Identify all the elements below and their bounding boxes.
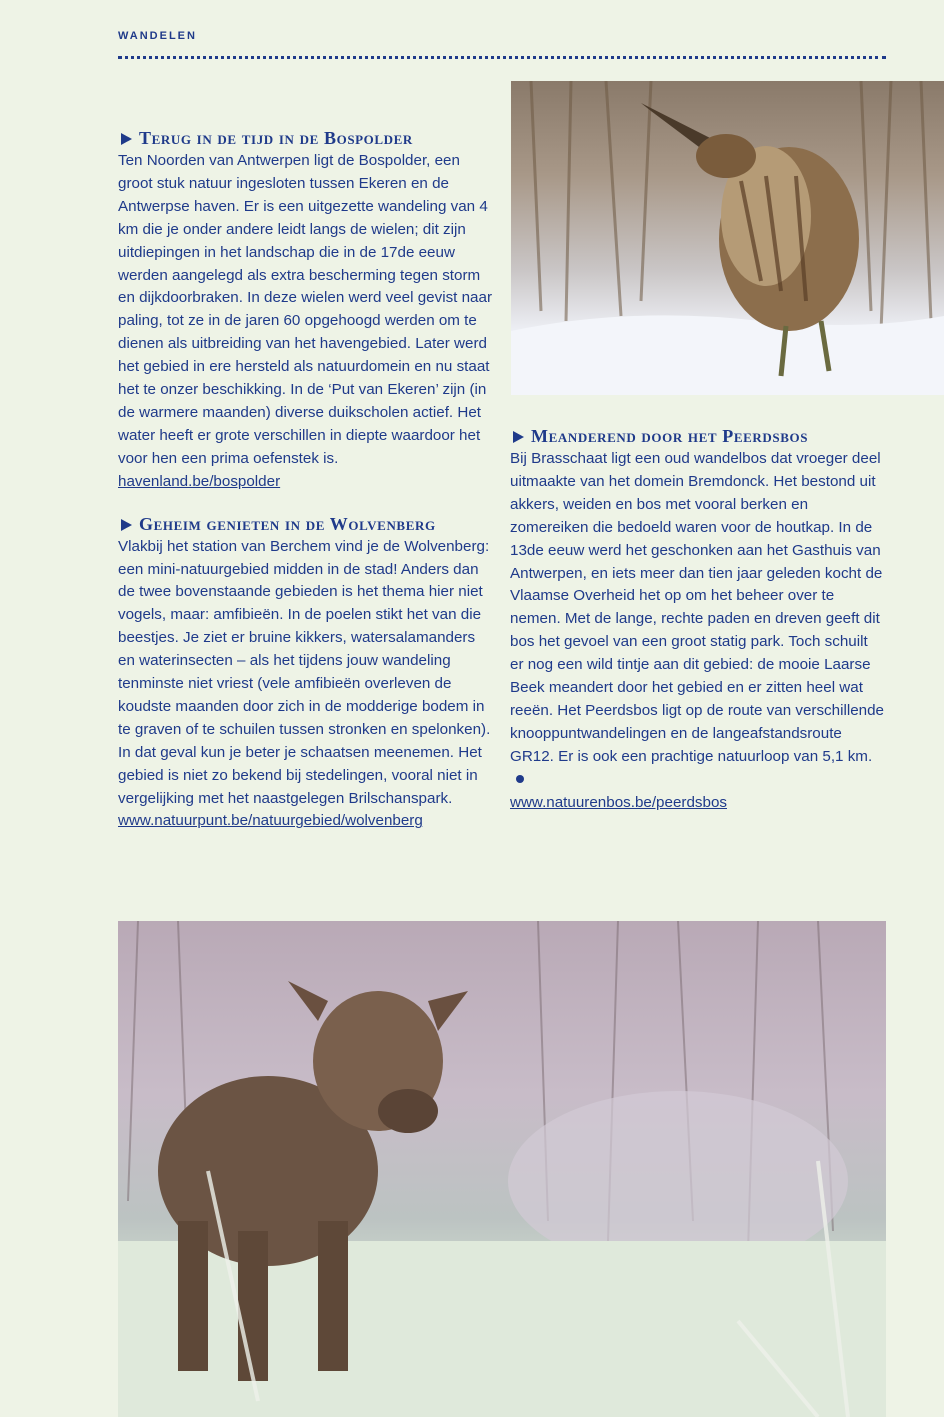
article-bospolder [118, 126, 493, 494]
bittern-illustration [511, 81, 944, 395]
section-label: WANDELEN [118, 30, 197, 42]
highland-calf-photo [118, 921, 886, 1417]
article-heading [118, 126, 493, 150]
article-heading [510, 424, 885, 448]
article-body-text: Bij Brasschaat ligt een oud wandelbos dat vroeger deel uitmaakte van het domein Bremdonck. Het bestond uit akkers, weiden en bos met vooral berken en zomereiken die bedoeld waren voor de houtkap. In de 13de eeuw werd het geschonken aan het Gasthuis van Antwerpen, en iets meer dan tien jaar geleden kocht de Vlaamse Overheid het op om het beheer over te nemen. Met de lange, rechte paden en dreven geeft dit bos het gevoel van een groot statig park. Toch schuilt er nog een wild tintje aan dit gebied: de mooie Laarse Beek meandert door het gebied en er zitten heel wat reeën. Het Peerdsbos ligt op de route van verschillende knooppuntwandelingen en de langeafstandsroute GR12. Er is ook een prachtige natuurloop van 5,1 km. [510, 450, 885, 765]
left-column [118, 126, 493, 851]
article-heading [118, 512, 493, 536]
calf-illustration [118, 921, 886, 1417]
end-of-article-dot-icon [516, 775, 524, 783]
article-peerdsbos [510, 424, 885, 815]
article-body [510, 448, 885, 792]
article-heading-text: Meanderend door het Peerdsbos [531, 426, 809, 446]
bittern-photo [511, 81, 944, 395]
triangle-bullet-icon [121, 133, 132, 145]
right-column [510, 424, 885, 833]
article-heading-text: Geheim genieten in de Wolvenberg [139, 513, 436, 534]
article-body: Ten Noorden van Antwerpen ligt de Bospolder, een groot stuk natuur ingesloten tussen Ekeren en de Antwerpse haven. Er is een uitgezette wandeling van 4 km die je onder andere leidt langs de wielen; dit zijn uitdiepingen in het landschap die in de 17de eeuw werden aangelegd als extra bescherming tegen storm en dijkdoorbraken. In deze wielen werd veel gevist naar paling, tot ze in de jaren 60 opgehoogd werden om te dienen als uitbreiding van het havengebied. Later werd het gebied in ere hersteld als natuurdomein en nu staat het te onzer beschikking. In de ‘Put van Ekeren’ zijn (in de warmere maanden) diverse duikscholen actief. Het water heeft er grote verschillen in diepte waardoor het voor hen een prima oefenstek is. [118, 152, 492, 467]
article-wolvenberg [118, 512, 493, 834]
triangle-bullet-icon [513, 431, 524, 443]
article-heading-text: Terug in de tijd in de Bospolder [139, 128, 413, 148]
triangle-bullet-icon [121, 519, 132, 531]
article-body: Vlakbij het station van Berchem vind je de Wolvenberg: een mini-natuurgebied midden in de stad! Anders dan de twee bovenstaande gebieden is het thema hier niet vogels, maar: amfibieën. In de poelen stikt het van die beestjes. Je ziet er bruine kikkers, watersalamanders en waterinsecten – als het tijdens jouw wandeling tenminste niet vriest (vele amfibieën overleven de koudste maanden door zich in de modderige bodem in te graven of te schuilen tussen stronken en spelonken). In dat geval kun je beter je schaatsen meenemen. Het gebied is niet zo bekend bij stedelingen, vooral niet in vergelijking met het naastgelegen Brilschanspark. [118, 537, 491, 807]
article-link[interactable]: havenland.be/bospolder [118, 472, 281, 490]
header-divider [118, 56, 886, 59]
article-link[interactable]: www.natuurenbos.be/peerdsbos [510, 793, 727, 811]
article-link[interactable]: www.natuurpunt.be/natuurgebied/wolvenberg [118, 812, 423, 830]
